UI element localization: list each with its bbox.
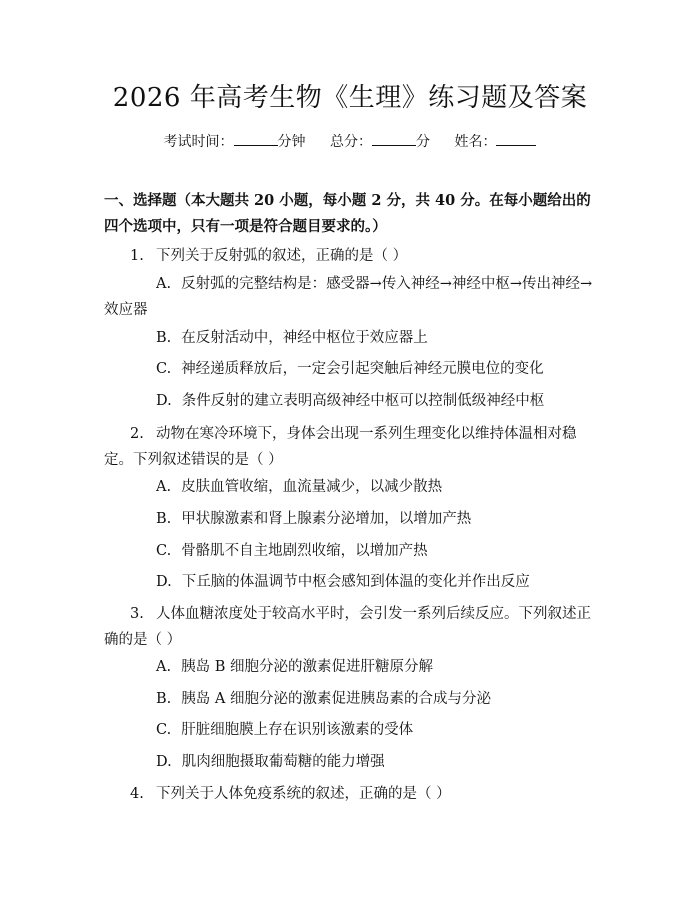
section-heading: 一、选择题（本大题共 20 小题，每小题 2 分，共 40 分。在每小题给出的四个选项中，只有一项是符合题目要求的。）	[104, 192, 591, 235]
option-letter: A.	[156, 659, 172, 675]
option-text: 甲状腺激素和肾上腺素分泌增加，以增加产热	[181, 511, 472, 527]
option-letter: A.	[156, 479, 172, 495]
option-text: 皮肤血管收缩，血流量减少，以减少散热	[181, 479, 443, 495]
question-number: 4.	[130, 786, 144, 802]
question-stem: 人体血糖浓度处于较高水平时，会引发一系列后续反应。下列叙述正确的是（ ）	[104, 606, 591, 648]
score-unit: 分	[416, 134, 430, 150]
option-1d	[104, 388, 604, 414]
option-letter: B.	[156, 330, 172, 346]
option-2c	[104, 538, 604, 564]
option-3b	[104, 686, 604, 712]
question-number: 2.	[130, 426, 144, 442]
name-label: 姓名：	[454, 134, 497, 150]
question-number: 1.	[130, 248, 144, 264]
question-1	[104, 243, 604, 269]
question-3	[104, 601, 604, 653]
option-2d	[104, 569, 604, 595]
option-letter: D.	[156, 393, 172, 409]
option-1a	[104, 271, 604, 323]
total-score	[330, 131, 430, 152]
option-letter: C.	[156, 543, 172, 559]
question-4	[104, 781, 604, 807]
score-blank	[372, 131, 416, 146]
question-stem: 下列关于人体免疫系统的叙述，正确的是（ ）	[156, 786, 451, 802]
option-text: 反射弧的完整结构是：感受器→传入神经→神经中枢→传出神经→效应器	[104, 276, 593, 318]
option-text: 神经递质释放后，一定会引起突触后神经元膜电位的变化	[181, 361, 544, 377]
name-blank	[496, 131, 536, 146]
score-label: 总分：	[330, 134, 372, 150]
exam-time	[164, 131, 306, 152]
option-text: 骨骼肌不自主地剧烈收缩，以增加产热	[181, 543, 428, 559]
option-1b	[104, 325, 604, 351]
time-blank	[234, 131, 278, 146]
option-3d	[104, 749, 604, 775]
question-stem: 下列关于反射弧的叙述，正确的是（ ）	[156, 248, 408, 264]
option-text: 条件反射的建立表明高级神经中枢可以控制低级神经中枢	[181, 393, 545, 409]
option-text: 胰岛 A 细胞分泌的激素促进胰岛素的合成与分泌	[181, 691, 491, 707]
option-letter: C.	[156, 361, 172, 377]
option-text: 在反射活动中，神经中枢位于效应器上	[181, 330, 428, 346]
option-2b	[104, 506, 604, 532]
option-text: 下丘脑的体温调节中枢会感知到体温的变化并作出反应	[181, 574, 530, 590]
option-letter: D.	[156, 754, 172, 770]
question-stem: 动物在寒冷环境下，身体会出现一系列生理变化以维持体温相对稳定。下列叙述错误的是（ ）	[104, 426, 577, 468]
question-number: 3.	[130, 606, 144, 622]
option-text: 胰岛 B 细胞分泌的激素促进肝糖原分解	[181, 659, 433, 675]
option-letter: B.	[156, 511, 172, 527]
page-title: 2026 年高考生物《生理》练习题及答案	[112, 83, 588, 113]
student-name	[454, 131, 536, 152]
time-unit: 分钟	[277, 134, 306, 150]
exam-meta	[0, 131, 700, 152]
question-2	[104, 421, 604, 473]
option-letter: A.	[156, 276, 172, 292]
option-letter: C.	[156, 722, 172, 738]
option-letter: D.	[156, 574, 172, 590]
option-1c	[104, 356, 604, 382]
option-3c	[104, 717, 604, 743]
option-2a	[104, 474, 604, 500]
option-text: 肌肉细胞摄取葡萄糖的能力增强	[181, 754, 385, 770]
time-label: 考试时间：	[163, 134, 234, 150]
option-text: 肝脏细胞膜上存在识别该激素的受体	[181, 722, 414, 738]
option-letter: B.	[156, 691, 172, 707]
option-3a	[104, 654, 604, 680]
